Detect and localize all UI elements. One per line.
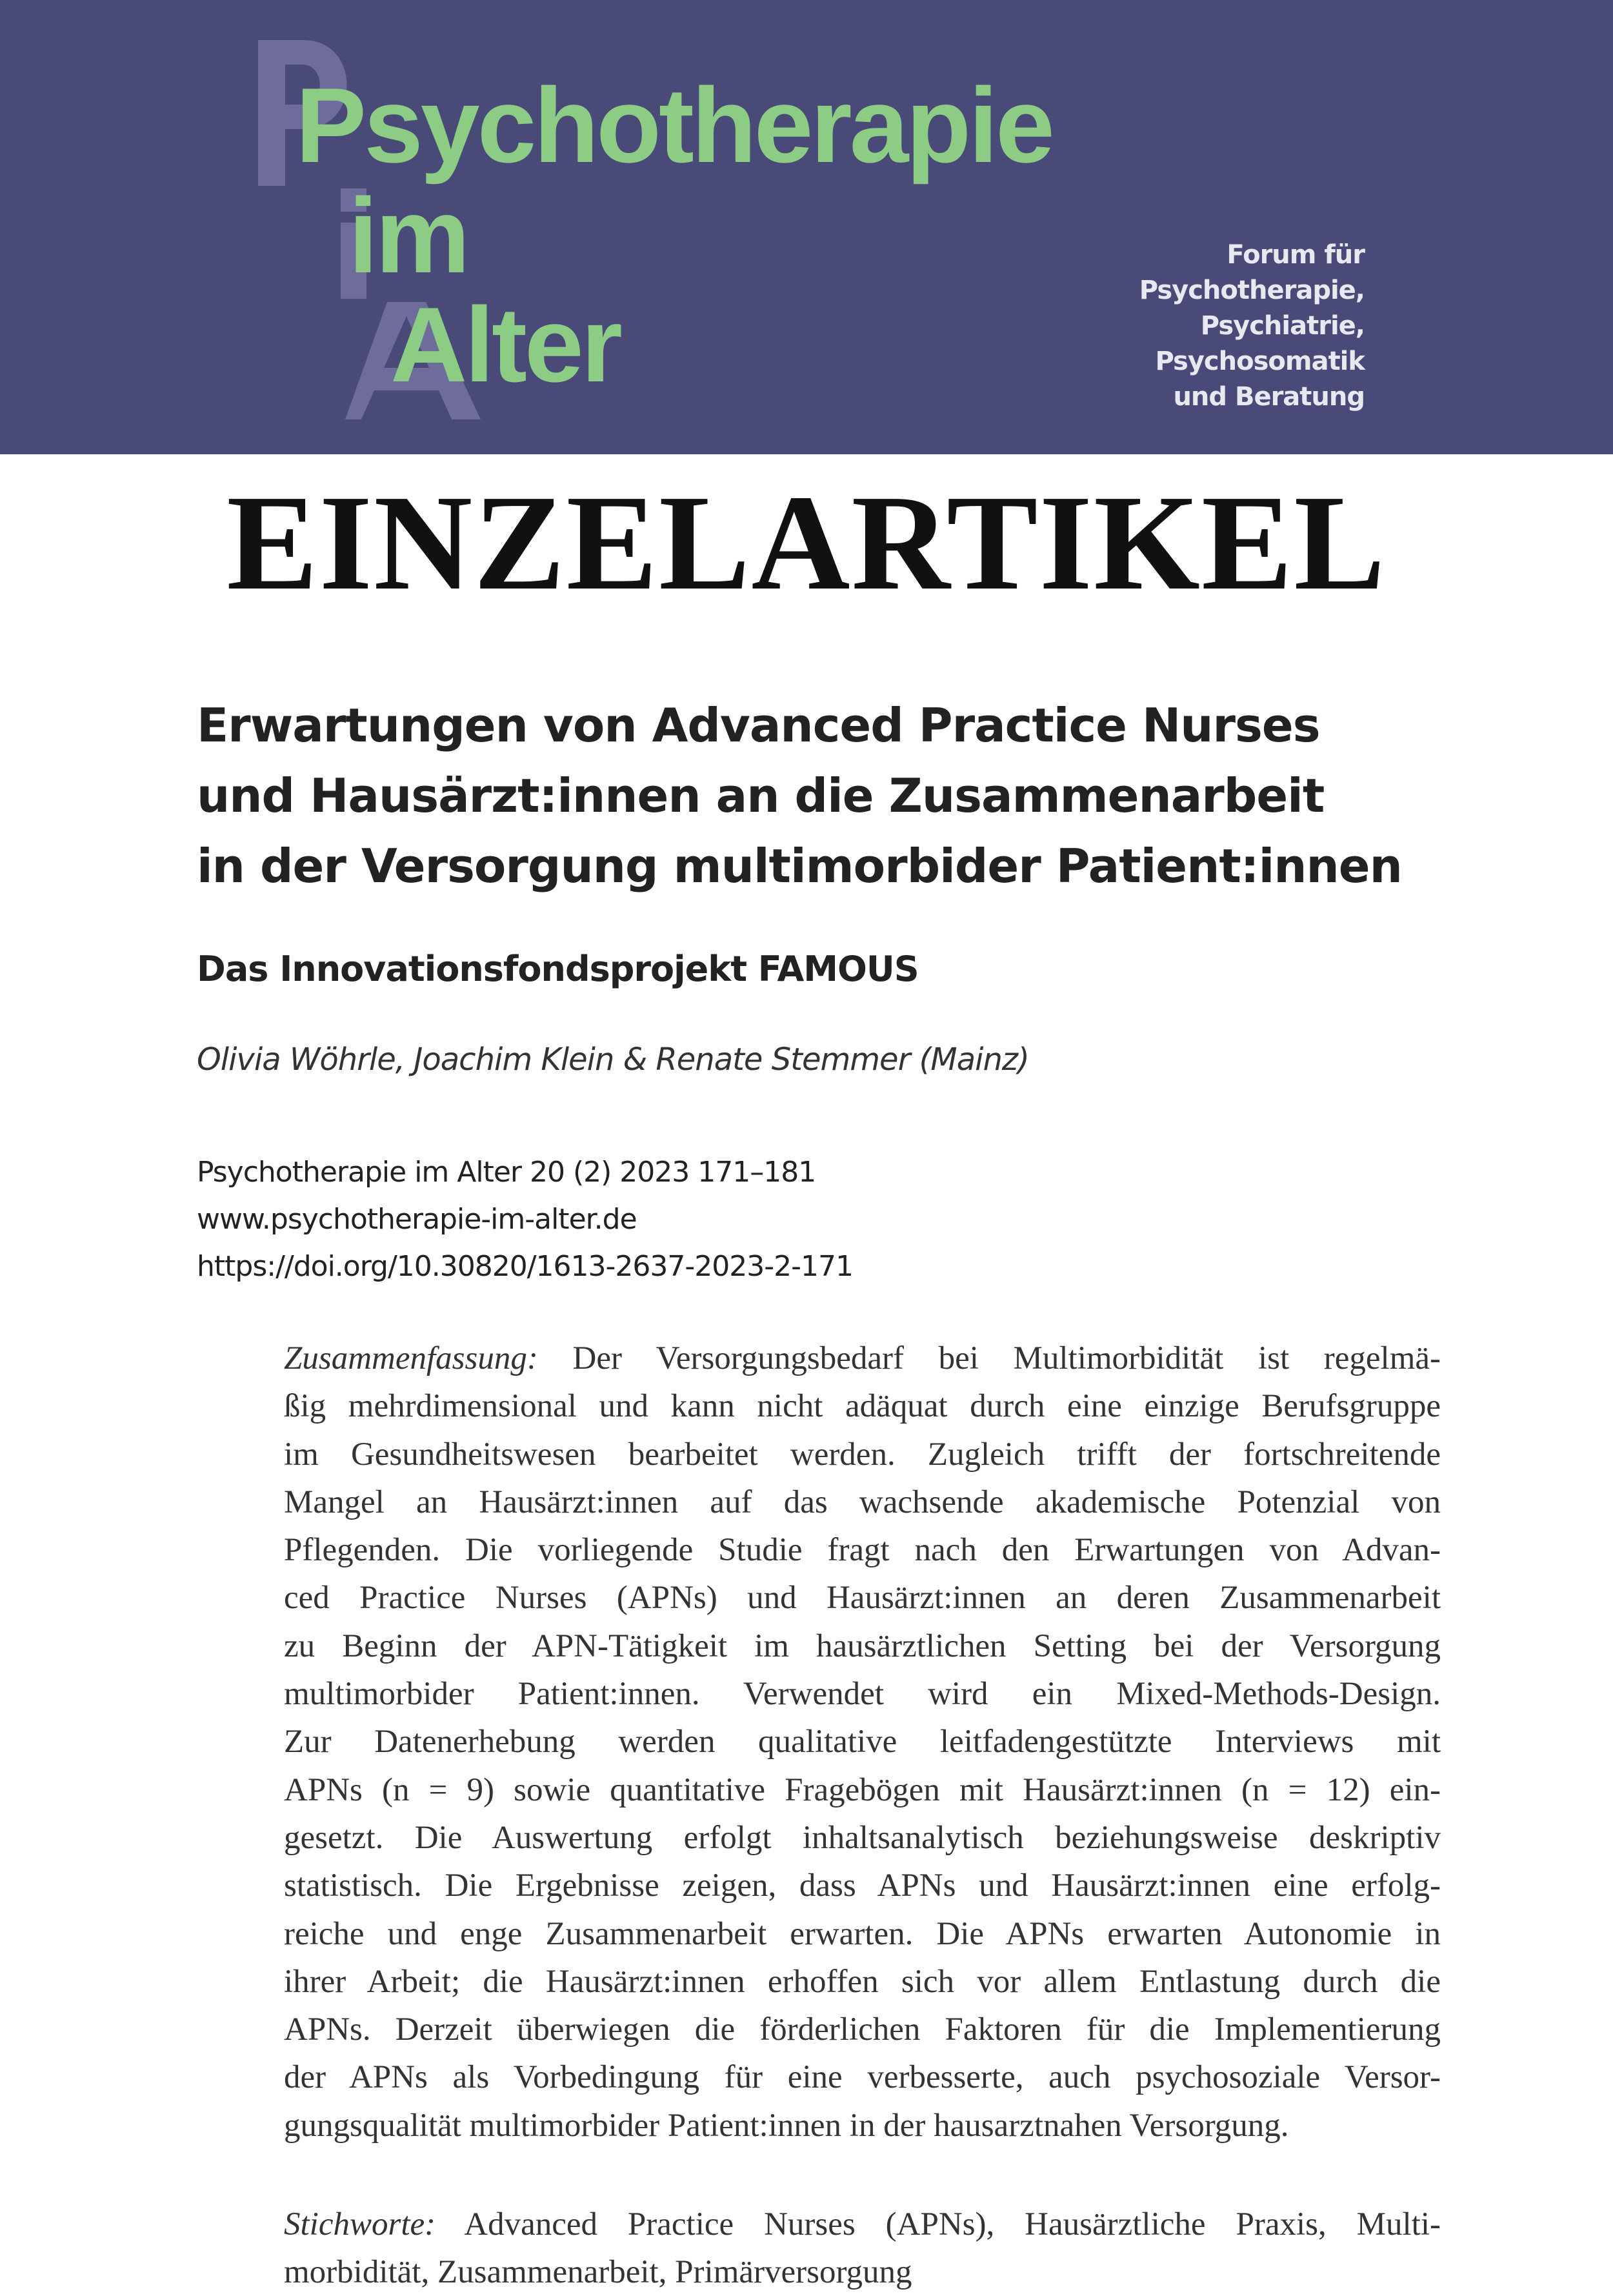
article-title	[197, 690, 1402, 901]
abstract-line: gungsqualität multimorbider Patient:innen in der hausarztnahen Versorgung.	[284, 2107, 1289, 2144]
abstract-line: ßig mehrdimensional und kann nicht adäquat durch eine einzige Berufsgruppe	[284, 1388, 1441, 1425]
citation-journal: Psychotherapie im Alter 20 (2) 2023 171–181	[197, 1156, 816, 1189]
abstract-line: multimorbider Patient:innen. Verwendet wird ein Mixed-Methods-Design.	[284, 1676, 1441, 1713]
abstract-text: Der Versorgungsbedarf bei Multimorbidität ist regelmä-	[537, 1340, 1441, 1376]
citation-block	[197, 1149, 853, 1290]
tagline-line: und Beratung	[1173, 382, 1365, 412]
journal-logo-line-3: Alter	[390, 285, 620, 404]
title-line: Erwartungen von Advanced Practice Nurses	[197, 698, 1320, 752]
title-line: in der Versorgung multimorbider Patient:innen	[197, 839, 1402, 893]
keywords-label: Stichworte:	[284, 2206, 436, 2242]
keywords-line: morbidität, Zusammenarbeit, Primärversorgung	[284, 2254, 912, 2290]
abstract-line	[284, 1334, 1441, 1382]
tagline-line: Forum für	[1227, 240, 1365, 270]
abstract-line: Mangel an Hausärzt:innen auf das wachsende akademische Potenzial von	[284, 1484, 1441, 1520]
article-authors: Olivia Wöhrle, Joachim Klein & Renate Stemmer (Mainz)	[197, 1042, 1029, 1078]
journal-logo-line-2: im	[348, 176, 468, 295]
abstract-line: statistisch. Die Ergebnisse zeigen, dass APNs und Hausärzt:innen eine erfolg-	[284, 1868, 1441, 1904]
abstract-line: zu Beginn der APN-Tätigkeit im hausärztlichen Setting bei der Versorgung	[284, 1627, 1441, 1664]
keywords-text: Advanced Practice Nurses (APNs), Hausärztliche Praxis, Multi-	[436, 2206, 1441, 2242]
abstract-line: gesetzt. Die Auswertung erfolgt inhaltsanalytisch beziehungsweise deskriptiv	[284, 1819, 1441, 1856]
abstract-line: Pflegenden. Die vorliegende Studie fragt nach den Erwartungen von Advan-	[284, 1532, 1441, 1569]
abstract-line: APNs (n = 9) sowie quantitative Fragebögen mit Hausärzt:innen (n = 12) ein-	[284, 1771, 1441, 1808]
tagline-line: Psychotherapie,	[1139, 276, 1365, 305]
abstract-line: ced Practice Nurses (APNs) und Hausärzt:innen an deren Zusammenarbeit	[284, 1580, 1441, 1616]
journal-tagline	[1139, 237, 1365, 415]
abstract-line: der APNs als Vorbedingung für eine verbesserte, auch psychosoziale Versor-	[284, 2059, 1441, 2096]
citation-doi[interactable]: https://doi.org/10.30820/1613-2637-2023-2-171	[197, 1250, 853, 1283]
tagline-line: Psychiatrie,	[1200, 311, 1365, 341]
abstract	[284, 1334, 1441, 2150]
abstract-line: Zur Datenerhebung werden qualitative leitfadengestützte Interviews mit	[284, 1724, 1441, 1760]
journal-logo-line-1: Psychotherapie	[296, 66, 1052, 185]
journal-header-band	[0, 0, 1613, 454]
article-subtitle: Das Innovationsfondsprojekt FAMOUS	[197, 949, 919, 989]
abstract-label: Zusammenfassung:	[284, 1340, 538, 1376]
abstract-line: ihrer Arbeit; die Hausärzt:innen erhoffen sich vor allem Entlastung durch die	[284, 1963, 1441, 2000]
document-type-label: EINZELARTIKEL	[226, 467, 1387, 618]
tagline-line: Psychosomatik	[1155, 347, 1365, 376]
abstract-line: im Gesundheitswesen bearbeitet werden. Zugleich trifft der fortschreitende	[284, 1436, 1441, 1473]
keywords-line	[284, 2200, 1441, 2248]
abstract-line: reiche und enge Zusammenarbeit erwarten. Die APNs erwarten Autonomie in	[284, 1915, 1441, 1952]
citation-website[interactable]: www.psychotherapie-im-alter.de	[197, 1203, 637, 1236]
abstract-line: APNs. Derzeit überwiegen die förderlichen Faktoren für die Implementierung	[284, 2011, 1441, 2048]
title-line: und Hausärzt:innen an die Zusammenarbeit	[197, 769, 1325, 823]
keywords	[284, 2200, 1441, 2296]
